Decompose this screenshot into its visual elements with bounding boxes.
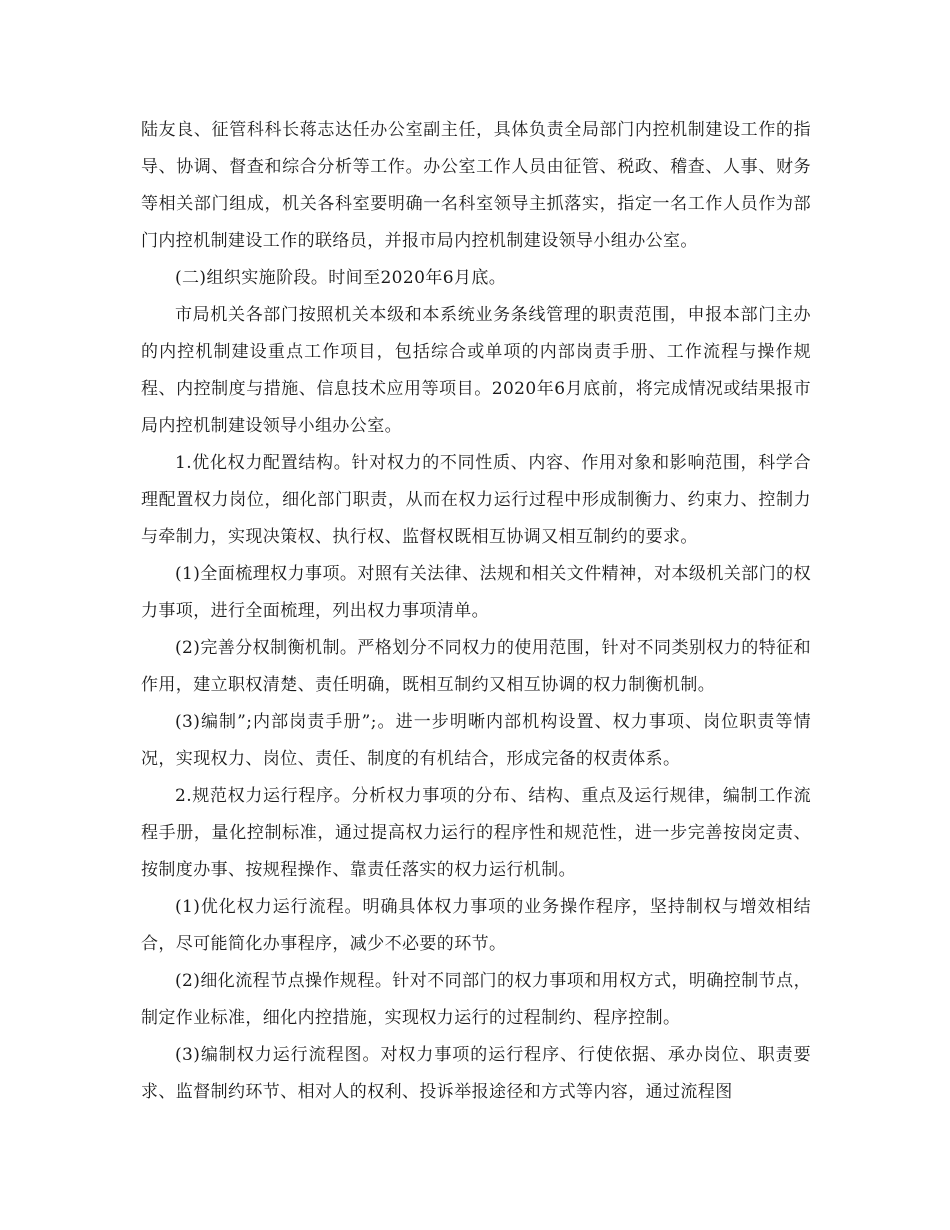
sub-item-node-operation-rules: (2)细化流程节点操作规程。针对不同部门的权力事项和用权方式，明确控制节点，制定作业标准，细化内控措施，实现权力运行的过程制约、程序控制。 [141, 971, 811, 1028]
sub-item-flowchart: (3)编制权力运行流程图。对权力事项的运行程序、行使依据、承办岗位、职责要求、监督制约环节、相对人的权利、投诉举报途径和方式等内容，通过流程图 [141, 1045, 811, 1102]
sub-item-sort-power-matters: (1)全面梳理权力事项。对照有关法律、法规和相关文件精神，对本级机关部门的权力事项，进行全面梳理，列出权力事项清单。 [141, 564, 811, 621]
paragraph-office-staff: 陆友良、征管科科长蒋志达任办公室副主任，具体负责全局部门内控机制建设工作的指导、协调、督查和综合分析等工作。办公室工作人员由征管、税政、稽查、人事、财务等相关部门组成，机关各科室要明确一名科室领导主抓落实，指定一名工作人员作为部门内控机制建设工作的联络员，并报市局内控机制建设领导小组办公室。 [141, 120, 811, 251]
sub-item-duty-manual: (3)编制”;内部岗责手册”;。进一步明晰内部机构设置、权力事项、岗位职责等情况，实现权力、岗位、责任、制度的有机结合，形成完备的权责体系。 [141, 712, 811, 769]
section-heading-implementation-phase: (二)组织实施阶段。时间至2020年6月底。 [175, 268, 507, 288]
sub-item-checks-and-balances: (2)完善分权制衡机制。严格划分不同权力的使用范围，针对不同类别权力的特征和作用，建立职权清楚、责任明确，既相互制约又相互协调的权力制衡机制。 [141, 638, 811, 695]
document-body [141, 112, 811, 1111]
list-item-standardize-procedures: 2.规范权力运行程序。分析权力事项的分布、结构、重点及运行规律，编制工作流程手册，量化控制标准，通过提高权力运行的程序性和规范性，进一步完善按岗定责、按制度办事、按规程操作、靠责任落实的权力运行机制。 [141, 786, 811, 880]
list-item-optimize-power-allocation: 1.优化权力配置结构。针对权力的不同性质、内容、作用对象和影响范围，科学合理配置权力岗位，细化部门职责，从而在权力运行过程中形成制衡力、约束力、控制力与牵制力，实现决策权、执行权、监督权既相互协调又相互制约的要求。 [141, 453, 811, 547]
paragraph-implementation-body: 市局机关各部门按照机关本级和本系统业务条线管理的职责范围，申报本部门主办的内控机制建设重点工作项目，包括综合或单项的内部岗责手册、工作流程与操作规程、内控制度与措施、信息技术应用等项目。2020年6月底前，将完成情况或结果报市局内控机制建设领导小组办公室。 [141, 305, 811, 436]
sub-item-optimize-workflow: (1)优化权力运行流程。明确具体权力事项的业务操作程序，坚持制权与增效相结合，尽可能简化办事程序，减少不必要的环节。 [141, 897, 811, 954]
